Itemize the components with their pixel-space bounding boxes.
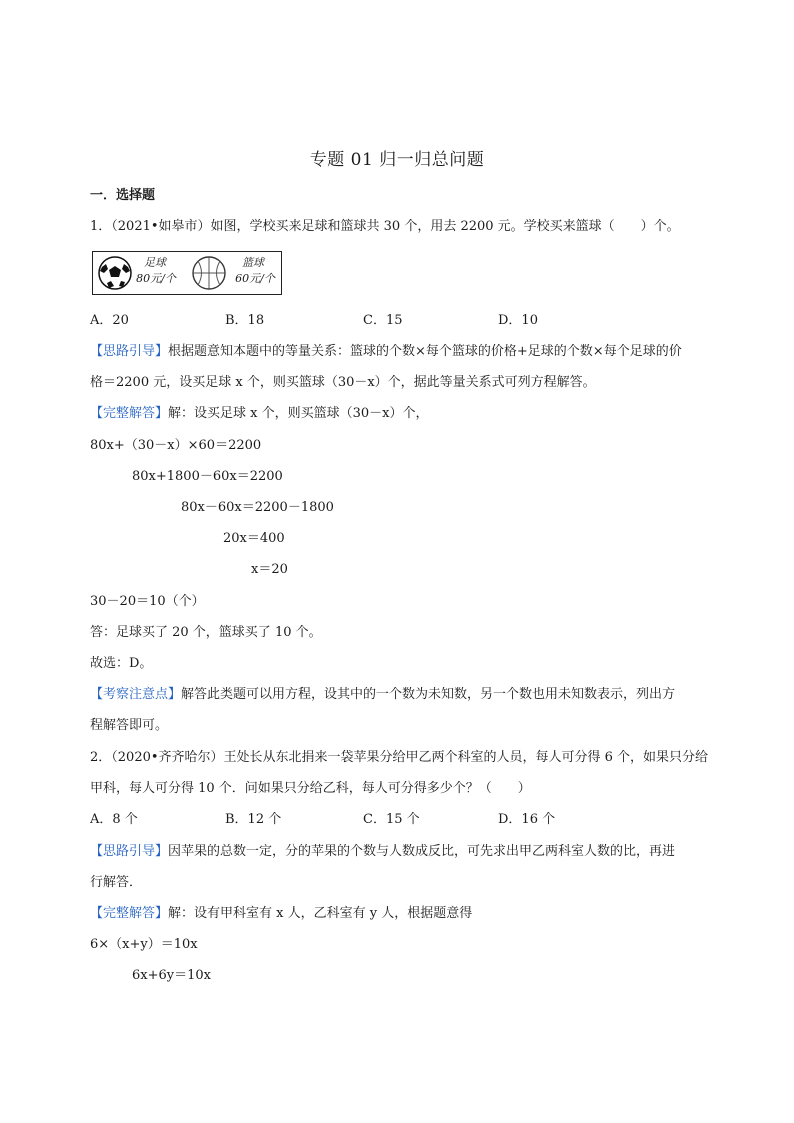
basketball-icon <box>189 255 229 291</box>
q2-hint-line1: 【思路引导】因苹果的总数一定，分的苹果的个数与人数成反比，可先求出甲乙两科室人数的比，再进 <box>90 844 676 859</box>
q1-note-line1: 【考察注意点】解答此类题可以用方程，设其中的一个数为未知数，另一个数也用未知数表示，列出方 <box>90 687 676 702</box>
q1-step-2: 80x+1800－60x＝2200 <box>132 469 283 484</box>
q2-answer-tag: 【完整解答】 <box>90 906 169 921</box>
q2-step-1: 6×（x+y）＝10x <box>90 937 198 952</box>
q1-reply: 答：足球买了 20 个，篮球买了 10 个。 <box>90 625 322 640</box>
q1-option-a: A．20 <box>90 313 129 328</box>
q1-step-3: 80x－60x＝2200－1800 <box>181 500 334 515</box>
q1-note-line2: 程解答即可。 <box>90 718 169 733</box>
basketball-price: 60元/个 <box>235 272 275 285</box>
q1-step-4: 20x＝400 <box>223 531 285 546</box>
q2-step-2: 6x+6y＝10x <box>132 968 211 983</box>
q1-option-c: C．15 <box>363 313 403 328</box>
soccer-price: 80元/个 <box>136 272 176 285</box>
basketball-name: 篮球 <box>242 256 264 269</box>
q1-step-1: 80x+（30－x）×60＝2200 <box>90 438 262 453</box>
page-title: 专题 01 归一归总问题 <box>309 150 485 170</box>
q1-figure <box>92 251 282 295</box>
q1-calc: 30－20＝10（个） <box>90 594 205 609</box>
q1-hint-tag: 【思路引导】 <box>90 344 169 359</box>
q2-stem-line2: 甲科，每人可分得 10 个．问如果只分给乙科，每人可分得多少个？（ ） <box>90 781 531 796</box>
q1-answer-tag: 【完整解答】 <box>90 406 169 421</box>
q1-option-d: D．10 <box>498 313 538 328</box>
q1-stem: 1．（2021•如皋市）如图，学校买来足球和篮球共 30 个，用去 2200 元。学校买来篮球（ ）个。 <box>90 219 680 234</box>
q2-answer-intro: 【完整解答】解：设有甲科室有 x 人，乙科室有 y 人，根据题意得 <box>90 906 473 921</box>
q1-note-tag: 【考察注意点】 <box>90 687 182 702</box>
q2-hint-line2: 行解答． <box>90 875 143 890</box>
q2-stem-line1: 2．（2020•齐齐哈尔）王处长从东北捐来一袋苹果分给甲乙两个科室的人员，每人可分得 6 个，如果只分给 <box>90 750 709 765</box>
q2-option-d: D．16 个 <box>498 812 556 827</box>
q1-answer-intro: 【完整解答】解：设买足球 x 个，则买篮球（30－x）个， <box>90 406 429 421</box>
q1-step-5: x＝20 <box>251 562 288 577</box>
q1-option-b: B．18 <box>225 313 265 328</box>
q2-hint-tag: 【思路引导】 <box>90 844 169 859</box>
q1-hint-line2: 格＝2200 元，设买足球 x 个，则买篮球（30－x）个，据此等量关系式可列方程解答。 <box>90 375 596 390</box>
soccer-ball-icon <box>97 255 133 291</box>
q2-option-c: C．15 个 <box>363 812 420 827</box>
q1-choice: 故选：D。 <box>90 656 153 671</box>
section-heading: 一．选择题 <box>90 188 156 203</box>
q2-option-b: B．12 个 <box>225 812 282 827</box>
q1-hint-line1: 【思路引导】根据题意知本题中的等量关系：篮球的个数×每个篮球的价格+足球的个数×每个足球的价 <box>90 344 682 359</box>
q2-option-a: A．8 个 <box>90 812 138 827</box>
soccer-name: 足球 <box>144 256 166 269</box>
